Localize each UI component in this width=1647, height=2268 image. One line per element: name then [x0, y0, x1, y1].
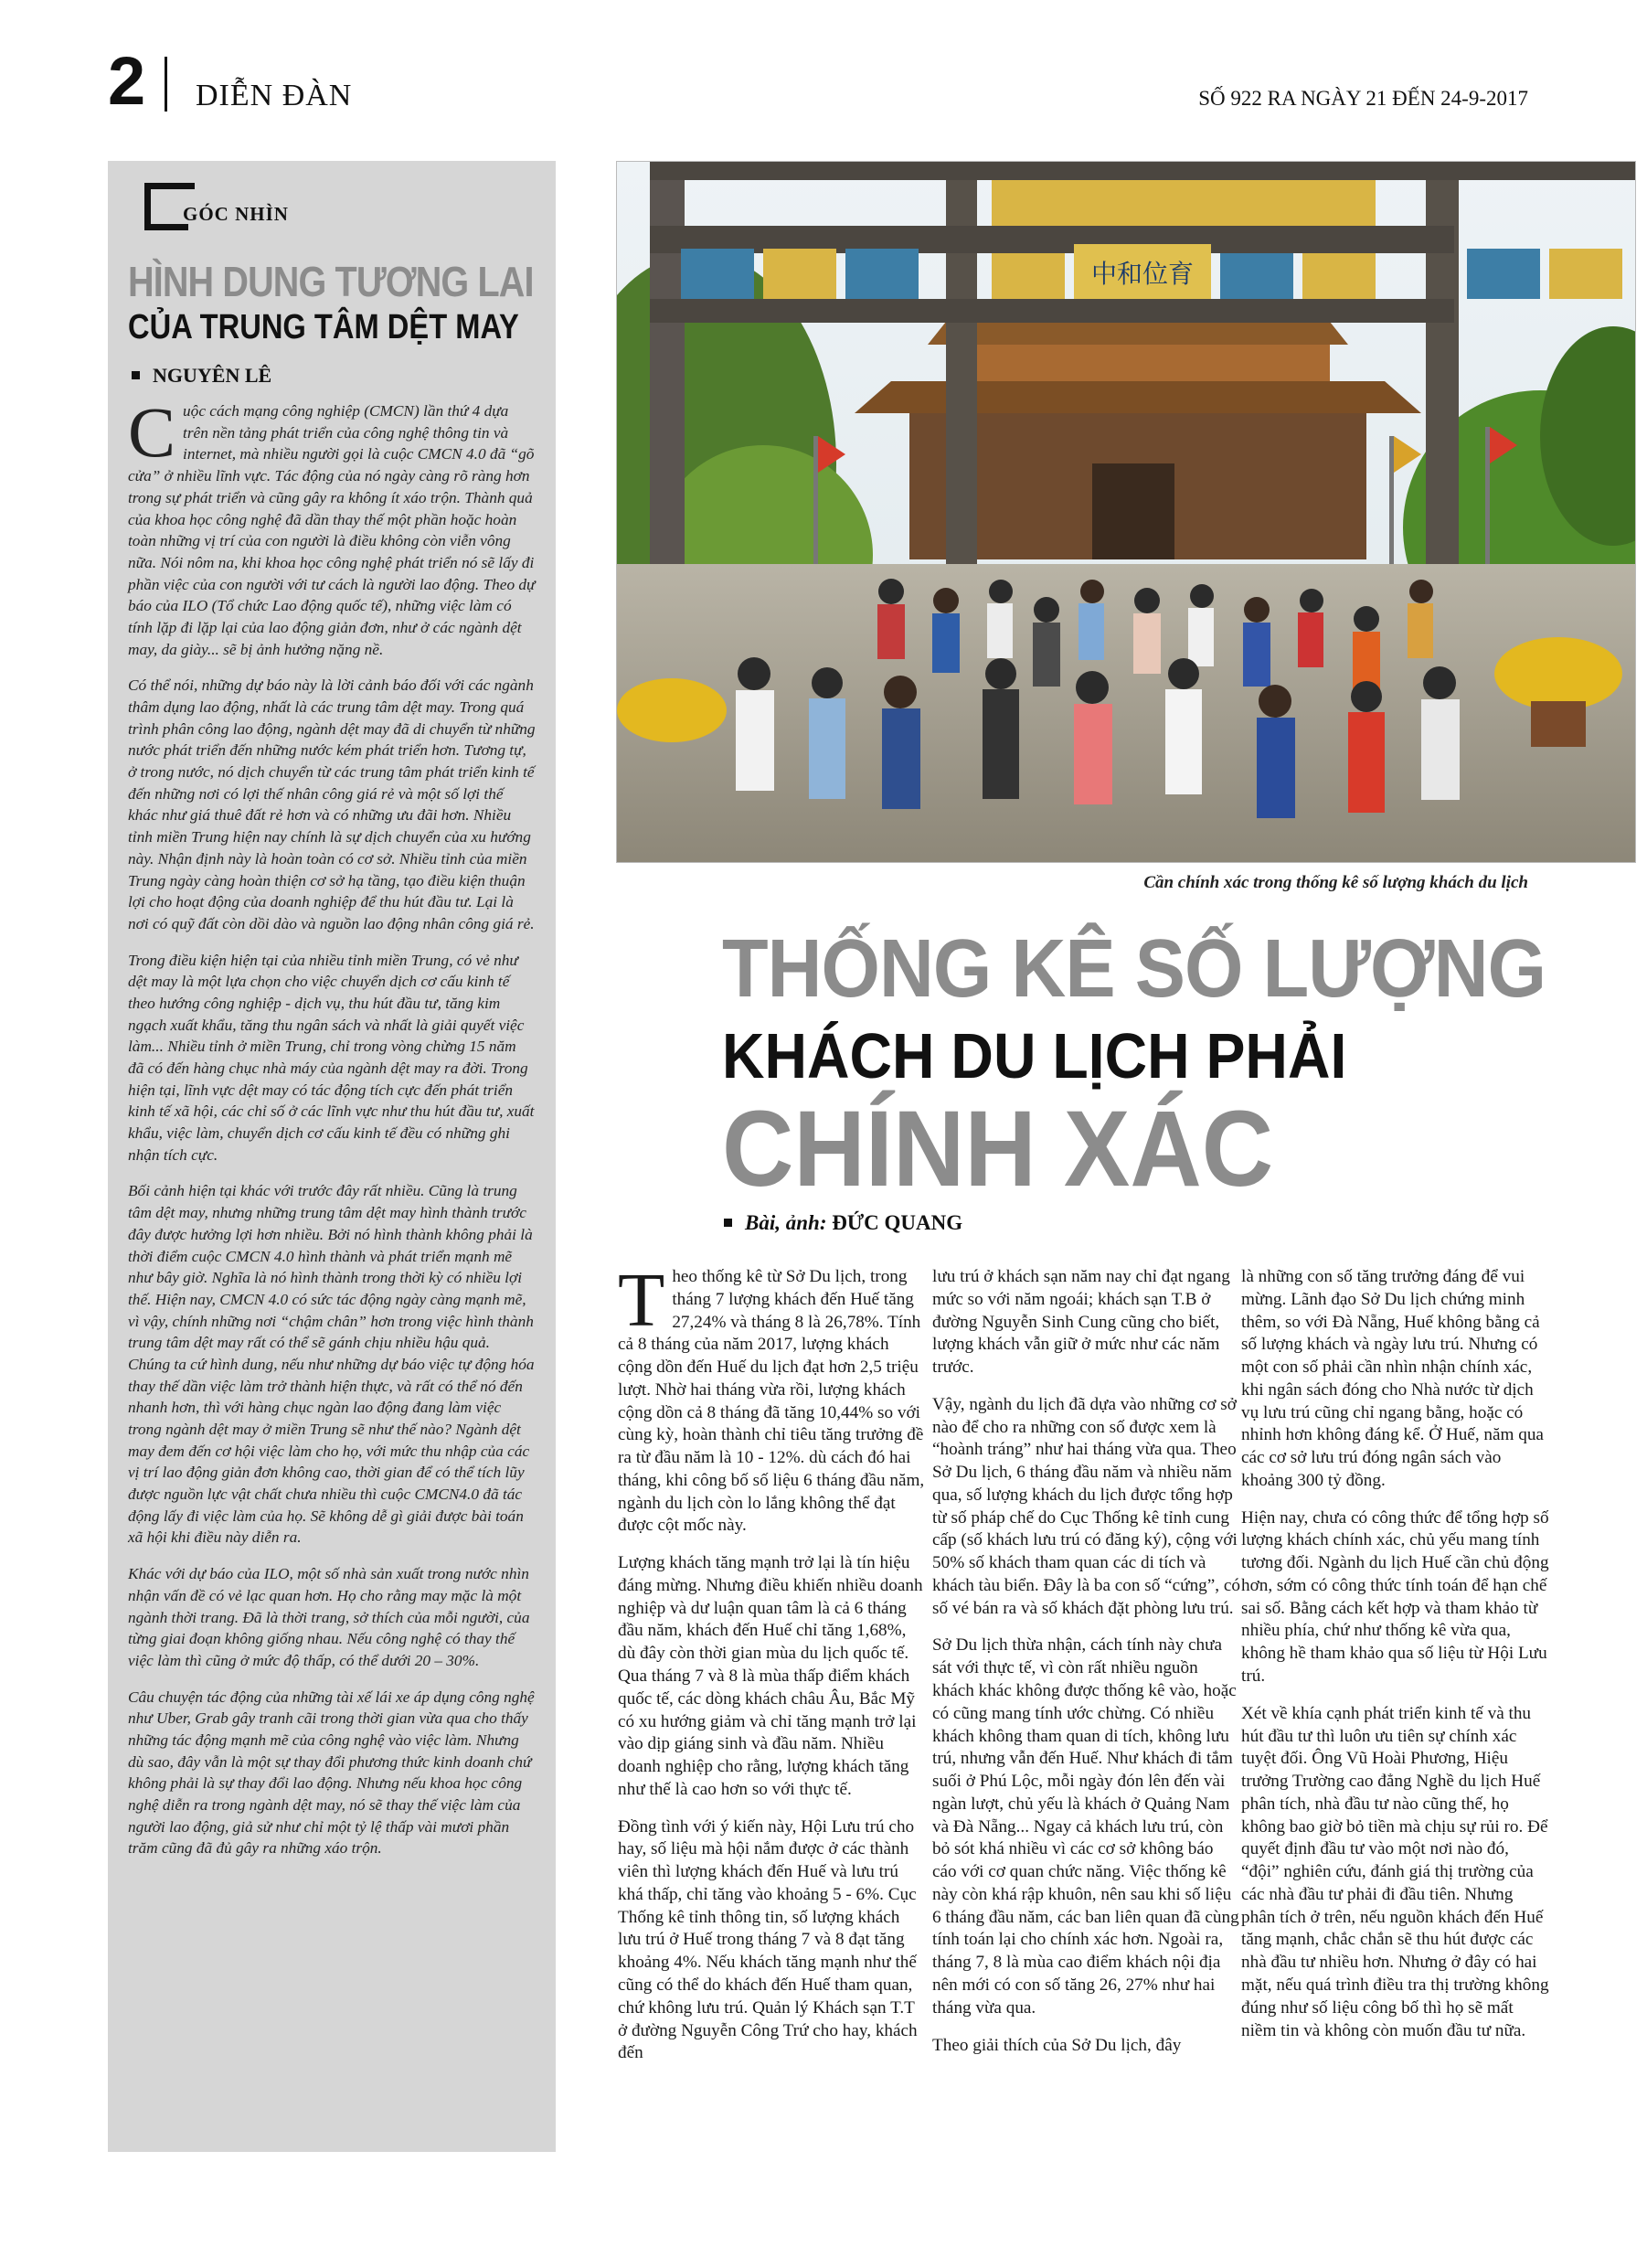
sidebar-title-line2: CỦA TRUNG TÂM DỆT MAY [128, 308, 519, 347]
article-paragraph: Xét về khía cạnh phát triển kinh tế và thu hút đầu tư thì luôn ưu tiên sự chính xác tuyệt đối. Ông Vũ Hoài Phương, Hiệu trưởng Trường cao đẳng Nghề du lịch Huế phân tích, nhà đầu tư nào cũng thế, họ không bao giờ bỏ tiền mà chịu sự rủi ro. Để quyết định đầu tư vào một nơi nào đó, “đội” nghiên cứu, đánh giá thị trường của các nhà đầu tư phải đi đầu tiên. Nhưng phân tích ở trên, nếu nguồn khách đến Huế tăng mạnh, chắc chắn sẽ thu hút được các nhà đầu tư nhiều hơn. Nhưng ở đây có hai mặt, nếu quá trình điều tra thị trường không đúng như số liệu công bố thì họ sẽ mất niềm tin và không còn muốn đầu tư nữa. [1241, 1703, 1549, 2040]
article-paragraph: Theo giải thích của Sở Du lịch, đây [932, 2035, 1182, 2055]
article-paragraph: Vậy, ngành du lịch đã dựa vào những cơ sở nào để cho ra những con số được xem là “hoành tráng” như hai tháng vừa qua. Theo Sở Du lịch, 6 tháng đầu năm và nhiều năm qua, số lượng khách du lịch được tổng hợp từ số pháp chế do Cục Thống kê tỉnh cung cấp (số khách lưu trú có đăng ký), cộng với 50% số khách tham quan các di tích và khách tàu biển. Đây là ba con số “cứng”, có số vé bán ra và số khách đặt phòng lưu trú. [932, 1394, 1240, 1618]
sidebar-paragraph: Có thể nói, những dự báo này là lời cảnh báo đối với các ngành thâm dụng lao động, nhất là các trung tâm dệt may. Trong quá trình phân công lao động, ngành dệt may đã di chuyển từ những nước phát triển đến những nước kém phát triển hơn. Tương tự, ở trong nước, nó dịch chuyển từ các trung tâm phát triển kinh tế đến những nơi có lợi thế nhân công giá rẻ và một số lợi thế khác như giá thuê đất rẻ hơn và có những ưu đãi hơn. Nhiều tỉnh miền Trung hiện nay chính là sự dịch chuyển của xu hướng này. Nhận định này là hoàn toàn có cơ sở. Nhiều tỉnh của miền Trung ngày càng hoàn thiện cơ sở hạ tầng, tạo điều kiện thuận lợi cho hoạt động của doanh nghiệp để thu hút đầu tư. Lại là nơi có quỹ đất còn dồi dào và nguồn lao động nhân công giá rẻ. [128, 676, 536, 932]
headline-line3: CHÍNH XÁC [722, 1089, 1274, 1209]
sidebar-body [128, 392, 536, 1859]
issue-info: SỐ 922 RA NGÀY 21 ĐẾN 24-9-2017 [1198, 87, 1528, 110]
sidebar-paragraph: Câu chuyện tác động của những tài xế lái xe áp dụng công nghệ như Uber, Grab gây tranh cãi trong thời gian vừa qua cho thấy những tác động mạnh mẽ của công nghệ vào việc làm. Nhưng dù sao, đây vẫn là một sự thay đổi phương thức kinh doanh chứ không phải là sự thay đổi lao động. Nhưng nếu khoa học công nghệ diễn ra trong ngành dệt may, nó sẽ thay thế việc làm của người lao động, giả sử như chỉ một tỷ lệ thấp vài mươi phần trăm cũng đã đủ gây ra những xáo trộn. [128, 1688, 535, 1858]
article-column-1 [618, 1258, 927, 2080]
byline-author: ĐỨC QUANG [832, 1211, 963, 1234]
article-column-3 [1241, 1266, 1550, 2057]
article-paragraph: là những con số tăng trưởng đáng để vui mừng. Lãnh đạo Sở Du lịch chứng minh thêm, so với Đà Nẵng, Huế không bằng cả số lượng khách và ngày lưu trú. Nhưng có một con số phải cần nhìn nhận chính xác, khi ngân sách đóng cho Nhà nước từ dịch vụ lưu trú cũng chỉ ngang bằng, hoặc có nhỉnh hơn không đáng kể. Ở Huế, năm qua các cơ sở lưu trú đóng ngân sách vào khoảng 300 tỷ đồng. [1241, 1267, 1544, 1490]
sidebar-goc-nhin [108, 161, 556, 2152]
article-paragraph: Lượng khách tăng mạnh trở lại là tín hiệu đáng mừng. Nhưng điều khiến nhiều doanh nghiệp và dư luận quan tâm là cả 6 tháng đầu năm, khách đến Huế chỉ tăng 1,68%, dù đây còn thời gian mùa du lịch quốc tế. Qua tháng 7 và 8 là mùa thấp điểm khách quốc tế, các dòng khách châu Âu, Bắc Mỹ có xu hướng giảm và chỉ tăng mạnh trở lại vào dịp giáng sinh và đầu năm. Nhiều doanh nghiệp cho rằng, lượng khách tăng như thế là cao hơn so với thực tế. [618, 1553, 923, 1799]
header-divider [165, 57, 167, 112]
photo-caption: Cần chính xác trong thống kê số lượng khách du lịch [1143, 873, 1528, 892]
bullet-square-icon [724, 1219, 732, 1227]
article-photo [616, 161, 1636, 863]
gate-sign-text: 中和位育 [1090, 259, 1195, 289]
sidebar-paragraph: Bối cảnh hiện tại khác với trước đây rất nhiều. Cũng là trung tâm dệt may, nhưng những trung tâm dệt may hình thành trước đây được hưởng lợi hơn nhiều. Bởi nó hình thành không phải là thời điểm cuộc CMCN 4.0 hình thành và phát triển mạnh mẽ như bây giờ. Nghĩa là nó hình thành trong thời kỳ có nhiều lợi thế. Hiện nay, CMCN 4.0 có sức tác động ngày càng mạnh mẽ, vì vậy, chính những nơi “chậm chân” hơn trong việc hình thành trung tâm dệt may rất có thể sẽ gánh chịu nhiều hậu quả. Chúng ta cứ hình dung, nếu như những dự báo việc tự động hóa thay thế dần việc làm trở thành hiện thực, và rất có thể nó đến nhanh hơn, thì với hàng chục ngàn lao động đang làm việc trong ngành dệt may ở miền Trung sẽ như thế nào? Ngành dệt may đem đến cơ hội việc làm cho họ, với mức thu nhập của các vị trí lao động giản đơn không cao, thời gian để có thể tích lũy được nguồn lực vật chất chưa nhiều thì cuộc CMCN4.0 đã tác động lấy đi việc làm của họ. Sẽ không dễ gì giải được bài toán xã hội khi điều này diễn ra. [128, 1182, 535, 1547]
page-number: 2 [108, 43, 146, 119]
bullet-square-icon [132, 371, 140, 379]
sidebar-title-line1: HÌNH DUNG TƯƠNG LAI [128, 258, 534, 305]
bracket-icon [144, 183, 188, 230]
headline-line1: THỐNG KÊ SỐ LƯỢNG [722, 923, 1546, 1015]
sidebar-paragraph: Khác với dự báo của ILO, một số nhà sản xuất trong nước nhìn nhận vấn đề có vẻ lạc quan hơn. Họ cho rằng may mặc là một ngành thời trang. Đã là thời trang, sở thích của mỗi người, của từng giai đoạn không giống nhau. Nếu công nghệ có thay thế việc làm thì cũng ở mức độ thấp, có thể dưới 20 – 30%. [128, 1565, 530, 1669]
article-paragraph: Theo thống kê từ Sở Du lịch, trong tháng 7 lượng khách đến Huế tăng 27,24% và tháng 8 là 26,78%. Tính cả 8 tháng của năm 2017, lượng khách cộng dồn đến Huế du lịch đạt hơn 2,5 triệu lượt. Nhờ hai tháng vừa rồi, lượng khách cộng dồn cả 8 tháng đã tăng 10,44% so với cùng kỳ, hoàn thành chỉ tiêu tăng trưởng đề ra từ đầu năm là 10 - 12%. dù cách đó hai tháng, khi công bố số liệu 6 tháng đầu năm, ngành du lịch còn lo lắng không thể đạt được cột mốc này. [618, 1258, 925, 1536]
column-label-text: GÓC NHÌN [183, 203, 289, 225]
article-paragraph: Sở Du lịch thừa nhận, cách tính này chưa sát với thực tế, vì còn rất nhiều nguồn khách khác không được thống kê vào, hoặc có cũng mang tính ước chừng. Có nhiều khách không tham quan di tích, không lưu trú, nhưng vẫn đến Huế. Như khách đi tắm suối ở Phú Lộc, mỗi ngày đón lên đến vài ngàn lượt, chủ yếu là khách ở Quảng Nam và Đà Nẵng... Ngay cả khách lưu trú, còn bỏ sót khá nhiều vì các cơ sở không báo cáo với cơ quan chức năng. Việc thống kê này còn khá rập khuôn, nên sau khi số liệu 6 tháng đầu năm, các ban liên quan đã cùng tính toán lại cho chính xác hơn. Ngoài ra, tháng 7, 8 là mùa cao điểm khách nội địa nên mới có con số tăng 26, 27% như hai tháng vừa qua. [932, 1635, 1239, 2018]
section-title: DIỄN ĐÀN [196, 79, 353, 112]
sidebar-byline [128, 364, 536, 388]
sidebar-paragraph: Trong điều kiện hiện tại của nhiều tỉnh miền Trung, có vẻ như dệt may là một lựa chọn cho việc chuyển dịch cơ cấu kinh tế theo hướng công nghiệp - dịch vụ, thu hút đầu tư, tăng kim ngạch xuất khẩu, tăng thu ngân sách và nhất là giải quyết việc làm... Nhiều tỉnh ở miền Trung, chỉ trong vòng chừng 15 năm đã có đến hàng chục nhà máy của ngành dệt may ra đời. Trong hiện tại, lĩnh vực dệt may có tác động tích cực đến phát triển kinh tế xã hội, các chỉ số ở các lĩnh vực như thu hút đầu tư, xuất khẩu, việc làm, chuyển dịch cơ cấu kinh tế đều có những ghi nhận tích cực. [128, 951, 535, 1164]
article-column-2 [932, 1266, 1241, 2071]
sidebar-author: NGUYÊN LÊ [153, 364, 272, 388]
sidebar-paragraph: Cuộc cách mạng công nghiệp (CMCN) lần thứ 4 dựa trên nền tảng phát triển của công nghệ thông tin và internet, mà nhiều người gọi là cuộc CMCN 4.0 đã “gõ cửa” ở nhiều lĩnh vực. Tác động của nó ngày càng rõ ràng hơn trong sự phát triển và cũng gây ra không ít xáo trộn. Thành quả của khoa học công nghệ đã dần thay thế một phần hoặc hoàn toàn những vị trí của con người là điều không còn viễn vông nữa. Nói nôm na, khi khoa học công nghệ phát triển nó sẽ lấy đi phần việc của con người với tư cách là người lao động. Theo dự báo của ILO (Tổ chức Lao động quốc tế), những việc làm có tính lặp đi lặp lại của lao động giản đơn, như ở các ngành dệt may, da giày... sẽ bị ảnh hưởng nặng nề. [128, 392, 536, 658]
article-paragraph: lưu trú ở khách sạn năm nay chỉ đạt ngang mức so với năm ngoái; khách sạn T.B ở đường Nguyễn Sinh Cung cũng cho biết, lượng khách vẫn giữ ở mức như các năm trước. [932, 1267, 1230, 1378]
article-byline [724, 1211, 962, 1235]
column-label [128, 183, 536, 232]
byline-label: Bài, ảnh: [745, 1211, 827, 1234]
article-paragraph: Hiện nay, chưa có công thức để tổng hợp số lượng khách chính xác, chủ yếu mang tính tương đối. Ngành du lịch Huế cần chủ động hơn, sớm có công thức tính toán để hạn chế sai số. Bằng cách kết hợp và tham khảo từ nhiều phía, chứ như thống kê vừa qua, không hề tham khảo qua số liệu từ Hội Lưu trú. [1241, 1507, 1549, 1687]
headline-line2: KHÁCH DU LỊCH PHẢI [722, 1020, 1347, 1091]
article-paragraph: Đồng tình với ý kiến này, Hội Lưu trú cho hay, số liệu mà hội nắm được ở các thành viên thì lượng khách đến Huế và lưu trú khá thấp, chỉ tăng vào khoảng 5 - 6%. Cục Thống kê tỉnh thông tin, số lượng khách lưu trú ở Huế trong tháng 7 và 8 đạt tăng khoảng 4%. Nếu khách tăng mạnh như thế cũng có thể do khách đến Huế tham quan, chứ không lưu trú. Quản lý Khách sạn T.T ở đường Nguyễn Công Trứ cho hay, khách đến [618, 1816, 918, 2063]
